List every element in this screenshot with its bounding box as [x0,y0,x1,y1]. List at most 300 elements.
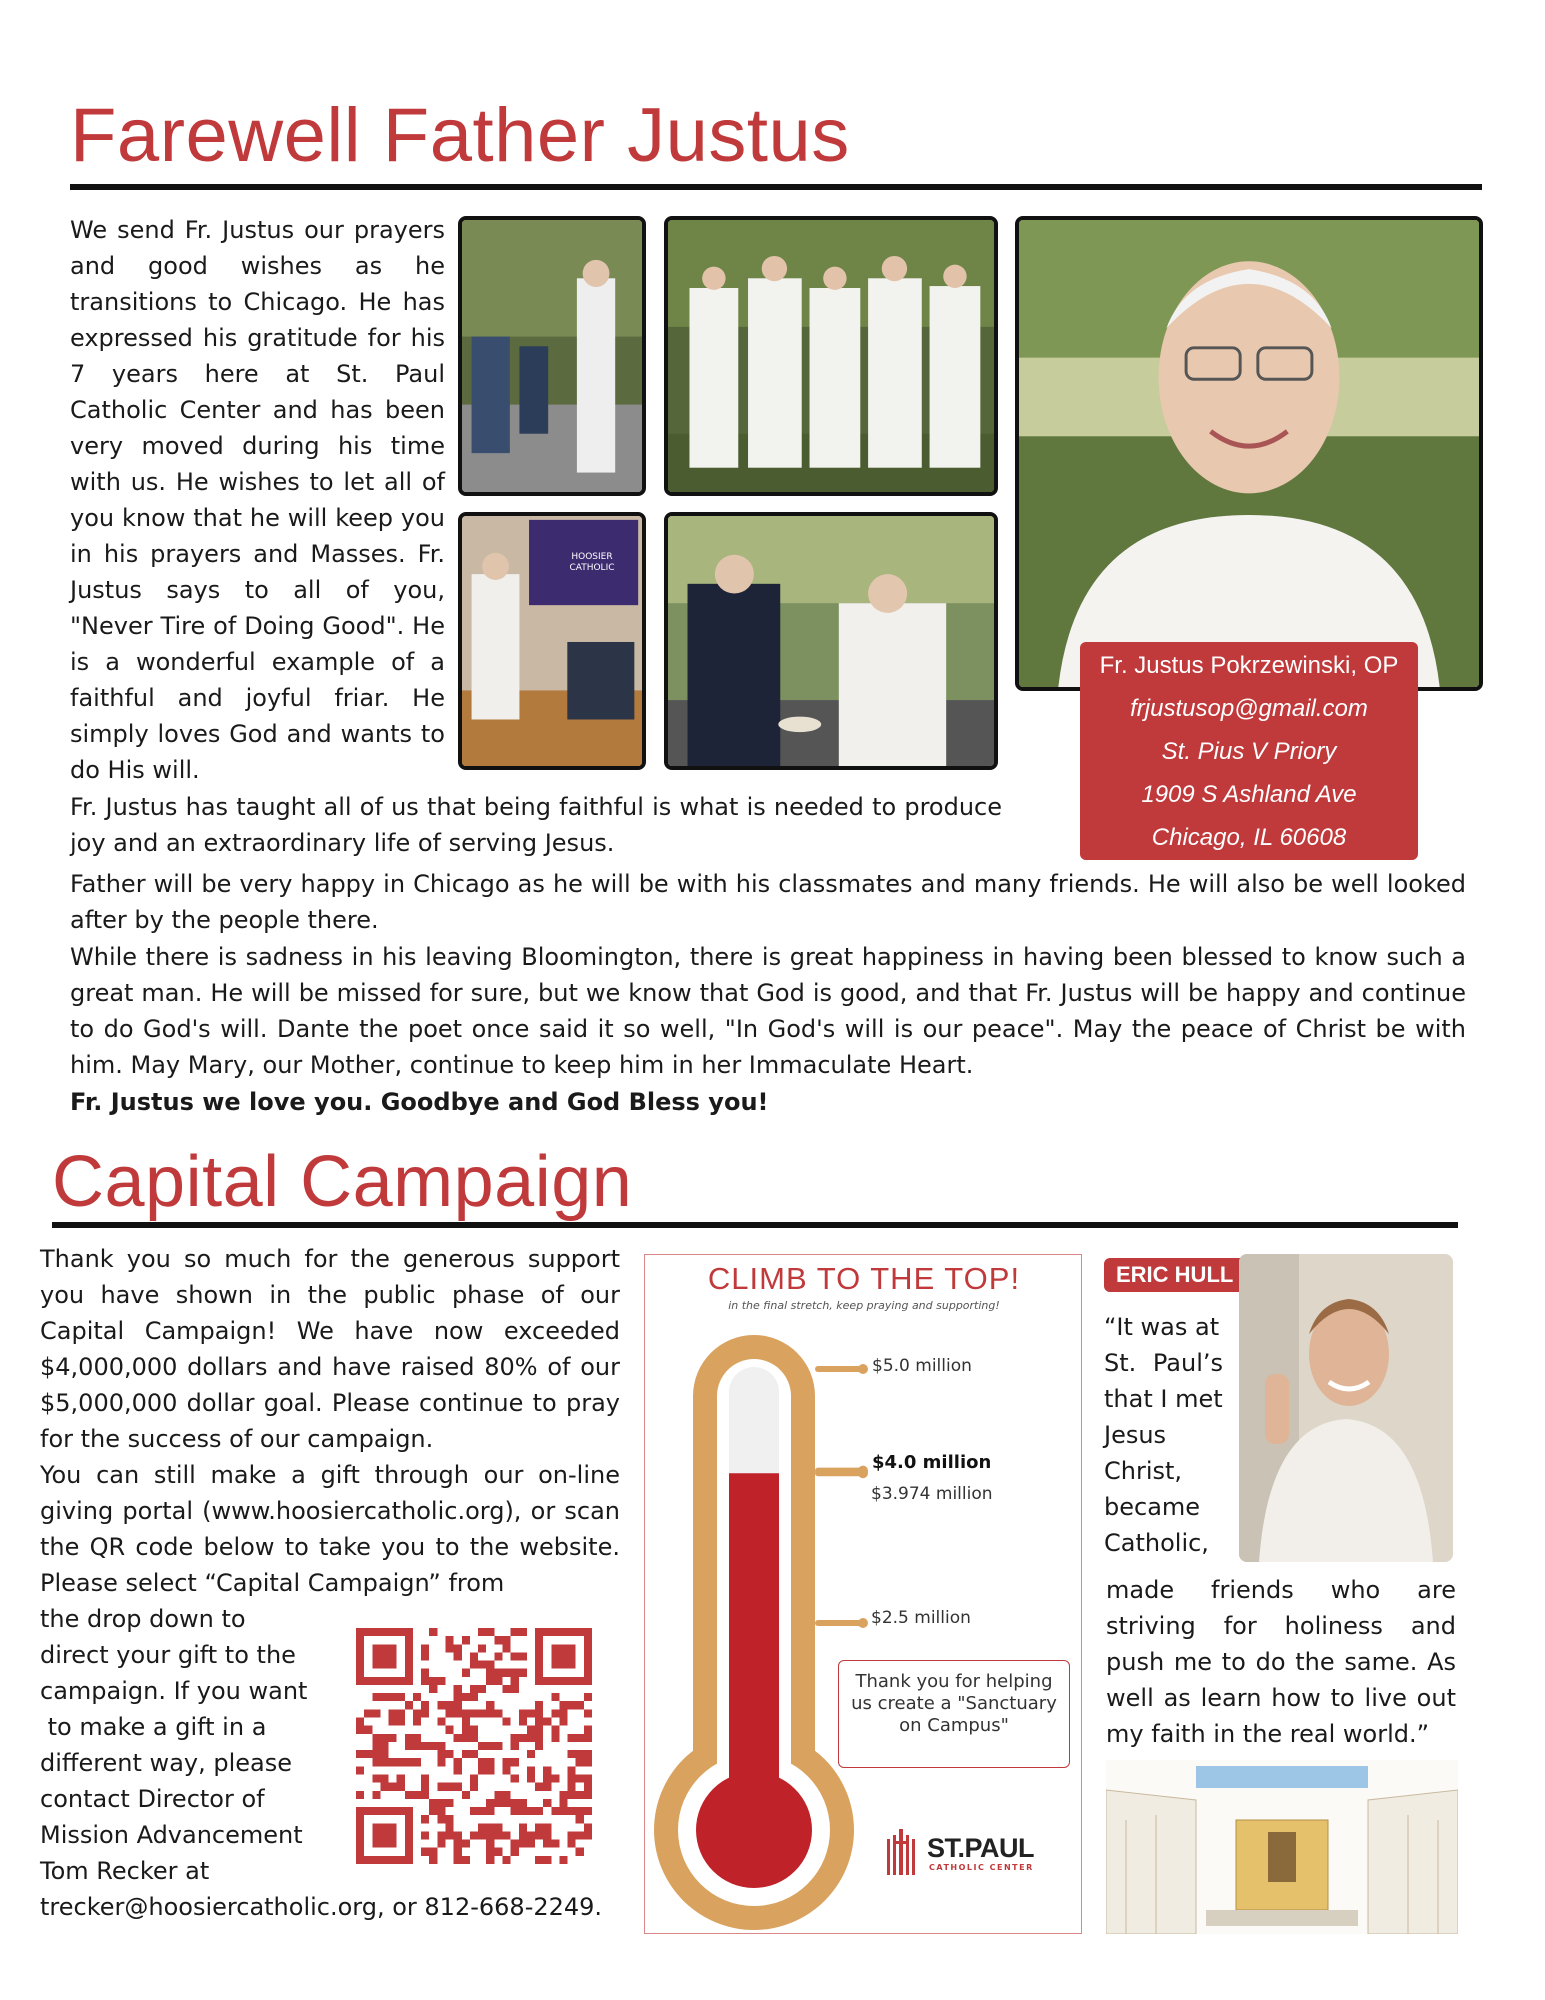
qr-module [519,1734,527,1742]
testimonial-quote-rest: made friends who are striving for holiness and push me to do the same. As well as learn how to live out my faith in the real world.” [1106,1576,1456,1748]
qr-module [462,1669,470,1677]
sanctuary-rendering [1106,1760,1458,1934]
qr-module [421,1815,429,1823]
qr-module [502,1799,510,1807]
qr-module [478,1823,486,1831]
qr-module [486,1701,494,1709]
contact-line: direct your gift to the [40,1641,296,1669]
qr-module [462,1636,470,1644]
st-paul-logo-sub: CATHOLIC CENTER [929,1863,1034,1872]
qr-module [470,1726,478,1734]
farewell-title: Farewell Father Justus [70,93,850,178]
thermometer-tick-0 [815,1366,863,1372]
contact-line: to make a gift in a [40,1713,267,1741]
qr-module [397,1693,405,1701]
quote-line: “It was at [1104,1313,1220,1341]
qr-module [405,1758,413,1766]
campaign-paragraph-2: You can still make a gift through our on-line giving portal (www.hoosiercatholic.org), or scan the QR code below to take you to the website. Please select “Capital Campaign” from [40,1461,620,1597]
qr-module [576,1774,584,1782]
qr-module [576,1791,584,1799]
qr-module [551,1693,559,1701]
qr-module [413,1742,421,1750]
qr-module [568,1734,576,1742]
qr-module [559,1856,567,1864]
qr-module [568,1774,576,1782]
qr-module [454,1758,462,1766]
qr-module [454,1685,462,1693]
qr-module [421,1791,429,1799]
st-paul-logo-icon [883,1825,923,1877]
qr-module [584,1831,592,1839]
qr-module [470,1734,478,1742]
qr-module [421,1701,429,1709]
qr-module [494,1669,502,1677]
contact-card [1080,642,1418,860]
qr-module [397,1709,405,1717]
qr-module [429,1742,437,1750]
contact-email[interactable]: frjustusop@gmail.com [1130,695,1368,722]
qr-module [446,1799,454,1807]
qr-module [454,1701,462,1709]
qr-module [519,1823,527,1831]
qr-module [486,1669,494,1677]
qr-module [462,1840,470,1848]
qr-module [389,1758,397,1766]
photo-friar-serving [664,512,998,770]
thermometer-bulb-fill [696,1772,812,1888]
photo-sign-text: HOOSIER CATHOLIC [569,552,615,573]
qr-module [584,1823,592,1831]
qr-module [478,1831,486,1839]
contact-line: contact Director of [40,1785,265,1813]
testimonial-quote-lines [1104,1309,1223,1561]
qr-module [511,1628,519,1636]
qr-module [568,1701,576,1709]
qr-module [429,1799,437,1807]
qr-module [437,1677,445,1685]
qr-module [502,1831,510,1839]
qr-module [454,1652,462,1660]
qr-module [413,1791,421,1799]
mark-label-2-5: $2.5 million [871,1608,971,1628]
qr-module [543,1799,551,1807]
qr-module [584,1807,592,1815]
qr-module [584,1791,592,1799]
quote-line: Jesus [1104,1421,1167,1449]
qr-module [494,1636,502,1644]
qr-module [421,1742,429,1750]
qr-module [446,1644,454,1652]
photo-eric-hull [1239,1254,1453,1562]
qr-module [437,1807,445,1815]
qr-module [519,1652,527,1660]
qr-module [372,1709,380,1717]
qr-module [380,1742,388,1750]
qr-module [454,1783,462,1791]
qr-module [372,1774,380,1782]
qr-module [535,1709,543,1717]
qr-module [389,1734,397,1742]
qr-module [568,1766,576,1774]
qr-module [551,1734,559,1742]
qr-module [454,1766,462,1774]
quote-line: that I met [1104,1385,1223,1413]
farewell-rule [70,184,1482,190]
qr-module [405,1742,413,1750]
qr-module [568,1750,576,1758]
qr-module [486,1628,494,1636]
qr-module [519,1799,527,1807]
farewell-closing: Fr. Justus we love you. Goodbye and God Bless you! [70,1088,769,1116]
qr-module [454,1693,462,1701]
qr-module [429,1856,437,1864]
qr-module [421,1652,429,1660]
qr-module [478,1628,486,1636]
qr-module [494,1823,502,1831]
qr-module [478,1807,486,1815]
qr-module [462,1750,470,1758]
qr-module [364,1709,372,1717]
qr-module [478,1644,486,1652]
qr-module [535,1701,543,1709]
qr-module [437,1831,445,1839]
qr-module [421,1709,429,1717]
qr-module [511,1799,519,1807]
contact-email-line[interactable]: trecker@hoosiercatholic.org, or 812-668-2249. [40,1893,603,1921]
qr-module [421,1677,429,1685]
qr-module [356,1726,364,1734]
qr-module [429,1628,437,1636]
qr-module [413,1758,421,1766]
qr-module [535,1734,543,1742]
qr-module [494,1831,502,1839]
qr-module [372,1742,380,1750]
qr-module [364,1726,372,1734]
qr-module [584,1709,592,1717]
qr-module [502,1856,510,1864]
qr-module [502,1636,510,1644]
qr-module [356,1750,364,1758]
qr-module [494,1848,502,1856]
qr-module [511,1742,519,1750]
qr-module [576,1758,584,1766]
qr-module [486,1848,494,1856]
qr-module [584,1774,592,1782]
qr-module [389,1783,397,1791]
qr-module [502,1685,510,1693]
qr-module [486,1831,494,1839]
qr-module [494,1791,502,1799]
qr-module [478,1758,486,1766]
thermometer-tick-dot-2 [858,1468,868,1478]
qr-module [437,1783,445,1791]
qr-module [576,1701,584,1709]
qr-module [389,1693,397,1701]
qr-module [413,1709,421,1717]
qr-module [437,1718,445,1726]
qr-module [454,1644,462,1652]
qr-module [502,1766,510,1774]
qr-module [437,1799,445,1807]
campaign-title: Capital Campaign [52,1142,633,1222]
qr-module [372,1758,380,1766]
qr-module [527,1734,535,1742]
qr-module [519,1840,527,1848]
farewell-paragraph-2: Fr. Justus has taught all of us that being faithful is what is needed to produce joy and an extraordinary life of serving Jesus. [70,793,1002,857]
qr-module [470,1774,478,1782]
qr-module [568,1807,576,1815]
qr-module [527,1766,535,1774]
qr-module [437,1742,445,1750]
qr-module [535,1823,543,1831]
qr-module [527,1774,535,1782]
qr-finder-core [372,1823,396,1847]
qr-module [470,1783,478,1791]
qr-module [576,1815,584,1823]
qr-module [486,1799,494,1807]
qr-module [462,1718,470,1726]
qr-module [372,1693,380,1701]
qr-module [576,1807,584,1815]
qr-module [519,1628,527,1636]
photo-friar-greeting [458,216,646,496]
qr-module [446,1709,454,1717]
qr-module [478,1685,486,1693]
qr-module [576,1848,584,1856]
qr-module [372,1734,380,1742]
qr-module [364,1750,372,1758]
qr-module [486,1856,494,1864]
qr-module [429,1685,437,1693]
qr-module [397,1774,405,1782]
qr-module [527,1840,535,1848]
qr-module [494,1709,502,1717]
quote-line: became [1104,1493,1201,1521]
contact-line: Mission Advancement [40,1821,303,1849]
qr-module [584,1726,592,1734]
qr-module [494,1677,502,1685]
qr-module [511,1677,519,1685]
qr-module [502,1758,510,1766]
qr-module [462,1709,470,1717]
qr-module [559,1718,567,1726]
qr-module [559,1701,567,1709]
qr-module [502,1718,510,1726]
qr-module [535,1831,543,1839]
qr-finder-core [372,1644,396,1668]
qr-module [551,1726,559,1734]
qr-module [511,1774,519,1782]
qr-module [380,1734,388,1742]
qr-module [462,1726,470,1734]
qr-module [486,1840,494,1848]
qr-module [413,1693,421,1701]
qr-module [486,1661,494,1669]
qr-module [372,1750,380,1758]
qr-module [535,1783,543,1791]
contact-line: campaign. If you want [40,1677,308,1705]
contact-name: Fr. Justus Pokrzewinski, OP [1099,652,1399,679]
qr-module [446,1815,454,1823]
qr-module [397,1718,405,1726]
qr-module [559,1807,567,1815]
qr-module [478,1709,486,1717]
qr-module [470,1750,478,1758]
qr-module [446,1636,454,1644]
qr-module [454,1709,462,1717]
contact-priory: St. Pius V Priory [1161,738,1337,765]
qr-module [437,1750,445,1758]
qr-module [397,1783,405,1791]
qr-module [446,1823,454,1831]
mark-label-4-0: $4.0 million [872,1452,992,1473]
qr-module [446,1750,454,1758]
qr-module [576,1734,584,1742]
qr-module [429,1807,437,1815]
qr-module [502,1791,510,1799]
contact-street: 1909 S Ashland Ave [1141,781,1357,808]
qr-module [511,1685,519,1693]
qr-module [486,1807,494,1815]
qr-module [535,1726,543,1734]
qr-module [576,1750,584,1758]
thermometer-thanks-box: Thank you for helping us create a "Sanctuary on Campus" [838,1660,1070,1768]
farewell-intro: We send Fr. Justus our prayers and good wishes as he transitions to Chicago. He has expressed his gratitude for his 7 years here at St. Paul Catholic Center and has been very moved during his time with us. He wishes to let all of you know that he will keep you in his prayers and Masses. Fr. Justus says to all of you, "Never Tire of Doing Good". He is a wonderful example of a faithful and joyful friar. He simply loves God and wants to do His will. [70,216,445,784]
qr-module [462,1693,470,1701]
thermometer-heading: CLIMB TO THE TOP! [707,1261,1021,1296]
qr-module [511,1758,519,1766]
qr-module [372,1791,380,1799]
qr-module [527,1807,535,1815]
qr-module [389,1709,397,1717]
qr-module [511,1652,519,1660]
qr-module [380,1774,388,1782]
qr-module [551,1774,559,1782]
thermometer-tick-dot-3 [858,1618,868,1628]
qr-finder-core [551,1644,575,1668]
photo-five-friars [664,216,998,496]
qr-module [454,1848,462,1856]
quote-line: St. Paul’s [1104,1349,1224,1377]
qr-module [478,1661,486,1669]
qr-module [462,1791,470,1799]
qr-module [543,1840,551,1848]
qr-module [486,1709,494,1717]
qr-module [380,1693,388,1701]
qr-module [584,1758,592,1766]
qr-module [568,1831,576,1839]
qr-module [519,1669,527,1677]
quote-line: Christ, [1104,1457,1183,1485]
qr-module [429,1848,437,1856]
st-paul-logo-main: ST.PAUL [927,1833,1035,1863]
qr-module [470,1661,478,1669]
qr-module [551,1840,559,1848]
qr-module [494,1799,502,1807]
qr-module [356,1791,364,1799]
qr-module [478,1766,486,1774]
qr-module [568,1791,576,1799]
qr-module [454,1734,462,1742]
qr-module [511,1807,519,1815]
qr-module [421,1644,429,1652]
qr-module [462,1734,470,1742]
qr-module [543,1718,551,1726]
qr-module [454,1856,462,1864]
qr-module [511,1734,519,1742]
campaign-paragraph-1: Thank you so much for the generous support you have shown in the public phase of our Capital Campaign! We have now exceeded $4,000,000 dollars and have raised 80% of our $5,000,000 dollar goal. Please continue to pray for the success of our campaign. [40,1245,620,1453]
qr-module [405,1791,413,1799]
qr-module [470,1709,478,1717]
qr-module [421,1831,429,1839]
contact-line: different way, please [40,1749,292,1777]
photo-friar-blessing [458,512,646,770]
qr-module [429,1677,437,1685]
qr-module [543,1783,551,1791]
qr-module [421,1848,429,1856]
qr-module [559,1709,567,1717]
qr-module [584,1734,592,1742]
qr-module [421,1774,429,1782]
thermometer-tick-3 [815,1620,863,1626]
qr-module [486,1677,494,1685]
qr-module [543,1856,551,1864]
qr-module [446,1701,454,1709]
contact-line: Tom Recker at [40,1857,210,1885]
qr-module [519,1807,527,1815]
qr-module [413,1718,421,1726]
qr-module [486,1823,494,1831]
qr-module [551,1709,559,1717]
qr-module [486,1742,494,1750]
qr-module [421,1669,429,1677]
campaign-rule [52,1222,1458,1228]
qr-module [446,1726,454,1734]
qr-module [568,1783,576,1791]
qr-module [389,1718,397,1726]
qr-module [576,1831,584,1839]
qr-module [470,1807,478,1815]
qr-module [454,1831,462,1839]
testimonial-name-badge: ERIC HULL [1104,1258,1247,1292]
qr-module [568,1840,576,1848]
thermometer-panel [644,1254,1082,1934]
qr-module [356,1718,364,1726]
qr-code[interactable] [356,1628,592,1864]
thermometer-subheading: in the final stretch, keep praying and supporting! [728,1299,1000,1312]
qr-module [380,1750,388,1758]
qr-module [380,1783,388,1791]
qr-module [559,1791,567,1799]
qr-module [494,1742,502,1750]
qr-module [535,1718,543,1726]
thermometer-tick-dot-0 [858,1364,868,1374]
qr-module [405,1734,413,1742]
qr-module [551,1807,559,1815]
thermometer-tick-2 [815,1470,863,1476]
farewell-paragraph-4: While there is sadness in his leaving Bloomington, there is great happiness in having been blessed to know such a great man. He will be missed for sure, but we know that God is good, and that Fr. Justus will be happy and continue to do God's will. Dante the poet once said it so well, "In God's will is our peace". May the peace of Christ be with him. May Mary, our Mother, continue to keep him in her Immaculate Heart. [70,943,1466,1079]
qr-module [437,1840,445,1848]
qr-module [511,1840,519,1848]
qr-module [380,1758,388,1766]
qr-module [478,1742,486,1750]
qr-module [405,1701,413,1709]
qr-module [470,1693,478,1701]
qr-module [543,1823,551,1831]
contact-line: the drop down to [40,1605,246,1633]
qr-module [527,1831,535,1839]
qr-module [470,1685,478,1693]
